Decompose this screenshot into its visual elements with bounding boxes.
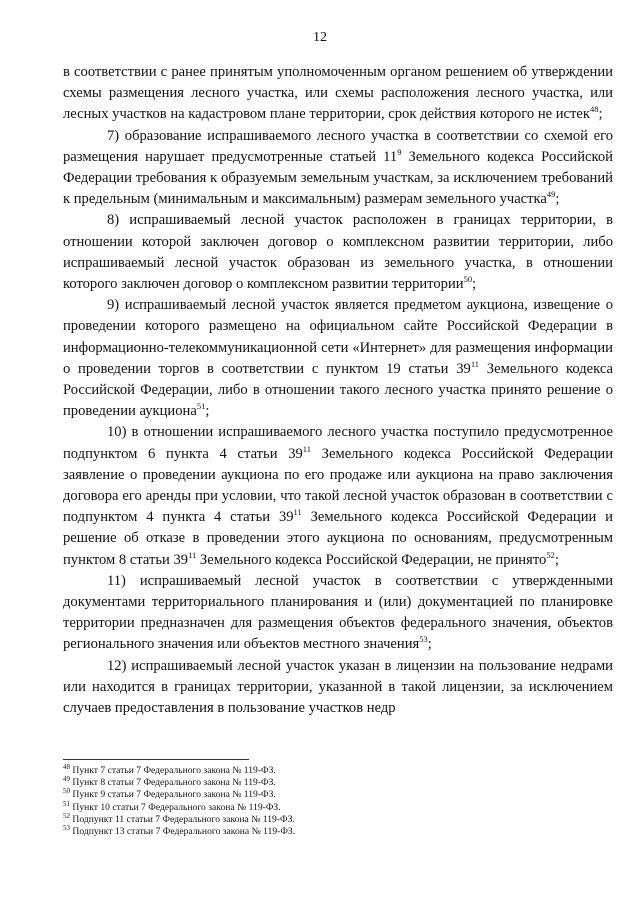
footnote-ref: 11 [470,358,480,369]
paragraph [63,62,613,126]
paragraph-text: ; [598,106,603,123]
footnote-text: Подпункт 11 статьи 7 Федерального закона № 119-ФЗ. [70,813,295,825]
footnote-ref: 52 [546,549,555,560]
paragraph [63,422,613,570]
footnote-number: 49 [63,775,70,784]
footnote [63,826,543,838]
paragraph-text: ; [205,403,210,420]
paragraph-text: 11) испрашиваемый лесной участок в соответствии с утвержденными документами территориального планирования и (или) документацией по планировке территории предназначен для размещения объектов федерального значения, объектов регионального значения или объектов местного значения [63,572,613,653]
footnote-ref: 48 [589,104,599,115]
footnote-text: Пункт 7 статьи 7 Федерального закона № 119-ФЗ. [70,765,276,776]
page-number: 12 [313,30,327,45]
footnote-number: 50 [63,787,70,796]
footnote-text: Подпункт 13 статьи 7 Федерального закона № 119-ФЗ. [70,826,296,838]
paragraph-text: ; [555,191,560,208]
footnote [63,777,543,789]
paragraph [63,295,613,422]
paragraph-text: 8) испрашиваемый лесной участок расположен в границах территории, в отношении которой заключен договор о комплексном развитии территории, либо испрашиваемый лесной участок образован из земельного участка, в отношении которого заключен договор о комплексном развитии территории [63,212,613,293]
paragraph [63,126,613,211]
paragraph-text: в соответствии с ранее принятым уполномоченным органом решением об утверждении схемы размещения лесного участка, или схемы расположения лесного участка, или лесных участков на кадастровом плане территории, срок действия которого не истек [63,64,613,123]
paragraph-text: ; [427,636,432,653]
footnote-ref: 53 [419,634,428,645]
footnote-ref: 50 [463,274,473,285]
paragraph [63,210,613,295]
paragraph-text: ; [554,551,559,568]
paragraph [63,656,613,720]
paragraph-text: ; [472,276,477,293]
footnote-ref: 11 [293,507,302,518]
paragraph-text: Земельного кодекса Российской Федерации, не принято [196,551,547,568]
footnote-number: 51 [63,799,70,808]
paragraph [63,571,613,656]
footnote-ref: 9 [397,146,402,157]
footnote-ref: 51 [196,401,206,412]
footnote [63,765,543,777]
footnotes [63,765,543,838]
footnote-ref: 11 [302,443,311,454]
footnote-text: Пункт 9 статьи 7 Федерального закона № 119-ФЗ. [70,789,276,801]
footnote [63,811,543,826]
document-body [63,62,613,719]
paragraph-text: Земельного кодекса Российской Федерации, либо в отношении такого лесного участка принято решение о проведении аукциона [63,360,614,420]
footnote-ref: 11 [188,549,197,560]
paragraph-text: 9) испрашиваемый лесной участок является предметом аукциона, извещение о проведении которого размещено на официальном сайте Российской Федерации в информационно-телекоммуникационной сети «Интернет» для размещения информации о проведении торгов в соответствии с пунктом 19 статьи 39 [63,297,613,377]
footnote-separator [63,759,249,760]
footnote [63,789,543,801]
paragraph-text: 12) испрашиваемый лесной участок указан в лицензии на пользование недрами или находится в границах территории, указанной в такой лицензии, за исключением случаев предоставления в пользование участков недр [63,657,613,717]
footnote-number: 53 [63,824,70,833]
paragraph-text: Земельного кодекса Российской Федерации требования к образуемым земельным участкам, за исключением требований к предельным (минимальным и максимальным) размерам земельного участка [63,148,613,208]
footnote-ref: 49 [546,189,556,200]
paragraph-text: Земельного кодекса Российской Федерации заявление о проведении аукциона по его продаже или аукциона на право заключения договора его аренды при условии, что такой лесной участок образован в соответствии с подпунктом 4 пункта 4 статьи 39 [63,445,614,526]
footnote-text: Пункт 10 статьи 7 Федерального закона № 119-ФЗ. [70,801,281,813]
footnote-text: Пункт 8 статьи 7 Федерального закона № 119-ФЗ. [70,777,276,789]
footnote-number: 48 [63,763,70,771]
paragraph-text: Земельного кодекса Российской Федерации и решение об отказе в проведении этого аукциона по основаниям, предусмотренным пунктом 8 статьи 39 [63,509,613,568]
paragraph-text: 10) в отношении испрашиваемого лесного участка поступило предусмотренное подпунктом 6 пункта 4 статьи 39 [63,424,613,462]
paragraph-text: 7) образование испрашиваемого лесного участка в соответствии со схемой его размещения нарушает предусмотренные статьей 11 [63,127,613,165]
footnote-number: 52 [63,811,70,820]
footnote [63,799,543,814]
